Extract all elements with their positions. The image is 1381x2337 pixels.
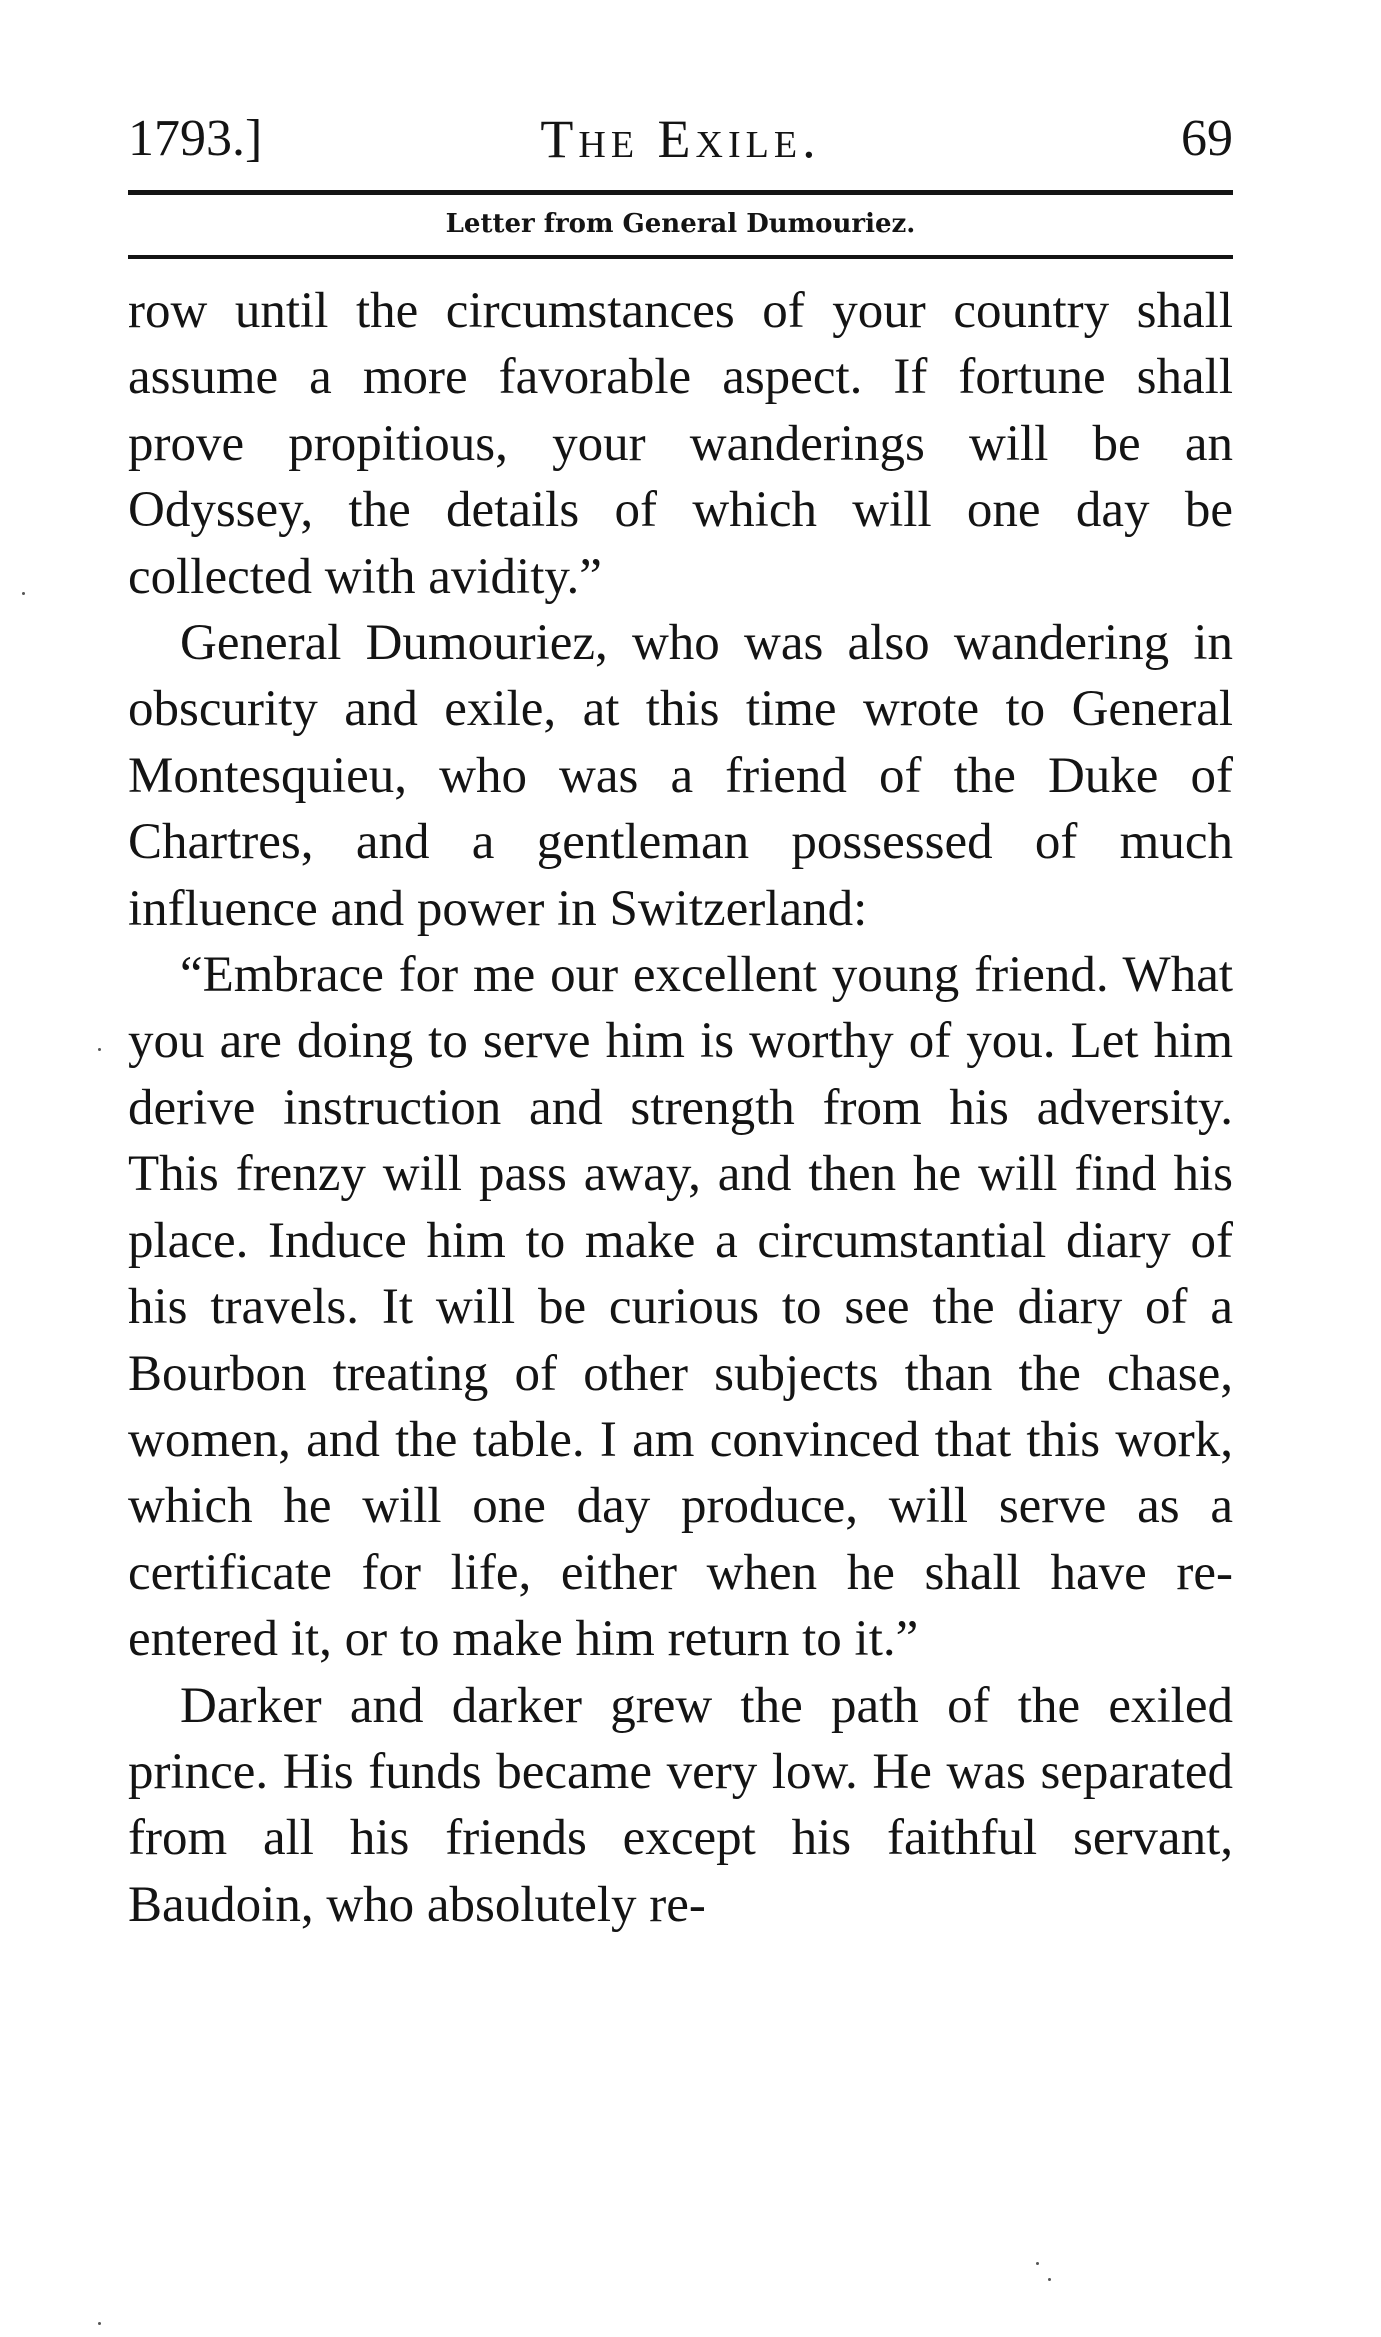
- paper-speck: [1036, 2262, 1039, 2265]
- body-text: [128, 278, 1233, 1938]
- paragraph-3-quotation: “Embrace for me our excellent young friend. What you are doing to serve him is worthy of you. Let him derive instruction and strength from his adversity. This frenzy will pass away, and then he will find his place. Induce him to make a circumstantial diary of his travels. It will be curious to see the diary of a Bourbon treating of other subjects than the chase, women, and the table. I am convinced that this work, which he will one day produce, will serve as a certificate for life, either when he shall have re-entered it, or to make him return to it.”: [128, 947, 1233, 1668]
- header-title: The Exile.: [540, 109, 821, 169]
- paper-speck: [1048, 2278, 1051, 2281]
- paragraph-4: Darker and darker grew the path of the exiled prince. His funds became very low. He was separated from all his friends except his faithful servant, Baudoin, who absolutely re-: [128, 1677, 1233, 1933]
- paragraph-1: row until the circumstances of your country shall assume a more favorable aspect. If fortune shall prove propitious, your wanderings will be an Odyssey, the details of which will one day be collected with avidity.”: [128, 283, 1233, 605]
- paper-speck: [22, 592, 25, 595]
- paragraph-2: General Dumouriez, who was also wandering in obscurity and exile, at this time wrote to General Montesquieu, who was a friend of the Duke of Chartres, and a gentleman possessed of much influence and power in Switzerland:: [128, 615, 1233, 937]
- running-head: [128, 108, 1233, 170]
- header-rule-bottom: [128, 255, 1233, 259]
- header-year: 1793.]: [128, 110, 263, 167]
- paper-speck: [98, 1048, 101, 1051]
- page-number: 69: [1181, 110, 1233, 167]
- section-subheading: Letter from General Dumouriez.: [445, 209, 916, 239]
- header-rule-top: [128, 190, 1233, 195]
- paper-speck: [98, 2322, 101, 2325]
